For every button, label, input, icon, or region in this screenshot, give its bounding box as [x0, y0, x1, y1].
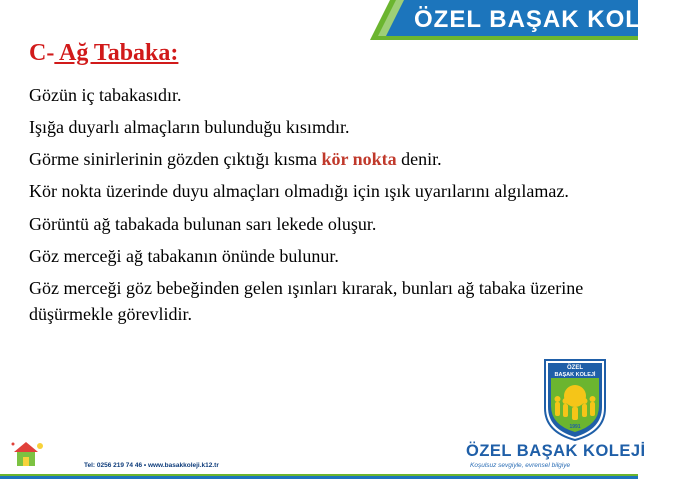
paragraph-7: Göz merceği göz bebeğinden gelen ışınları kırarak, bunları ağ tabaka üzerine düşürmekle görevlidir. — [29, 277, 584, 324]
school-emblem-logo — [541, 358, 609, 442]
emblem-year-text: 1991 — [569, 424, 581, 430]
paragraph-4: Kör nokta üzerinde duyu almaçları olmadığı için ışık uyarılarını algılamaz. — [29, 181, 569, 201]
logo-slogan: Koşulsuz sevgiyle, evrensel bilgiye — [470, 462, 571, 469]
house-icon — [8, 436, 48, 472]
paragraph-3-after: denir. — [396, 149, 442, 169]
paragraph-1: Gözün iç tabakasıdır. — [29, 85, 182, 105]
highlight-kor-nokta: kör nokta — [321, 149, 397, 169]
paragraph-2: Işığa duyarlı almaçların bulunduğu kısımdır. — [29, 117, 350, 137]
emblem-name-text: BAŞAK KOLEJİ — [554, 372, 596, 378]
slide-content — [29, 82, 609, 334]
bottom-stripe — [0, 474, 638, 479]
logo-school-name: ÖZEL BAŞAK KOLEJİ — [466, 442, 646, 460]
header-brand-text: ÖZEL BAŞAK KOLEJİ — [414, 6, 680, 33]
slide-title — [29, 40, 178, 67]
paragraph-3-before: Görme sinirlerinin gözden çıktığı kısma — [29, 149, 322, 169]
footer-contact: Tel: 0256 219 74 46 • www.basakkoleji.k12.tr — [84, 462, 219, 469]
emblem-top-text: ÖZEL — [567, 365, 583, 371]
title-text: Ağ Tabaka: — [54, 40, 179, 66]
paragraph-5: Görüntü ağ tabakada bulunan sarı lekede oluşur. — [29, 213, 377, 234]
title-prefix: C- — [29, 40, 55, 66]
paragraph-6: Göz merceği ağ tabakanın önünde bulunur. — [29, 245, 339, 266]
paragraph-3 — [29, 146, 609, 172]
